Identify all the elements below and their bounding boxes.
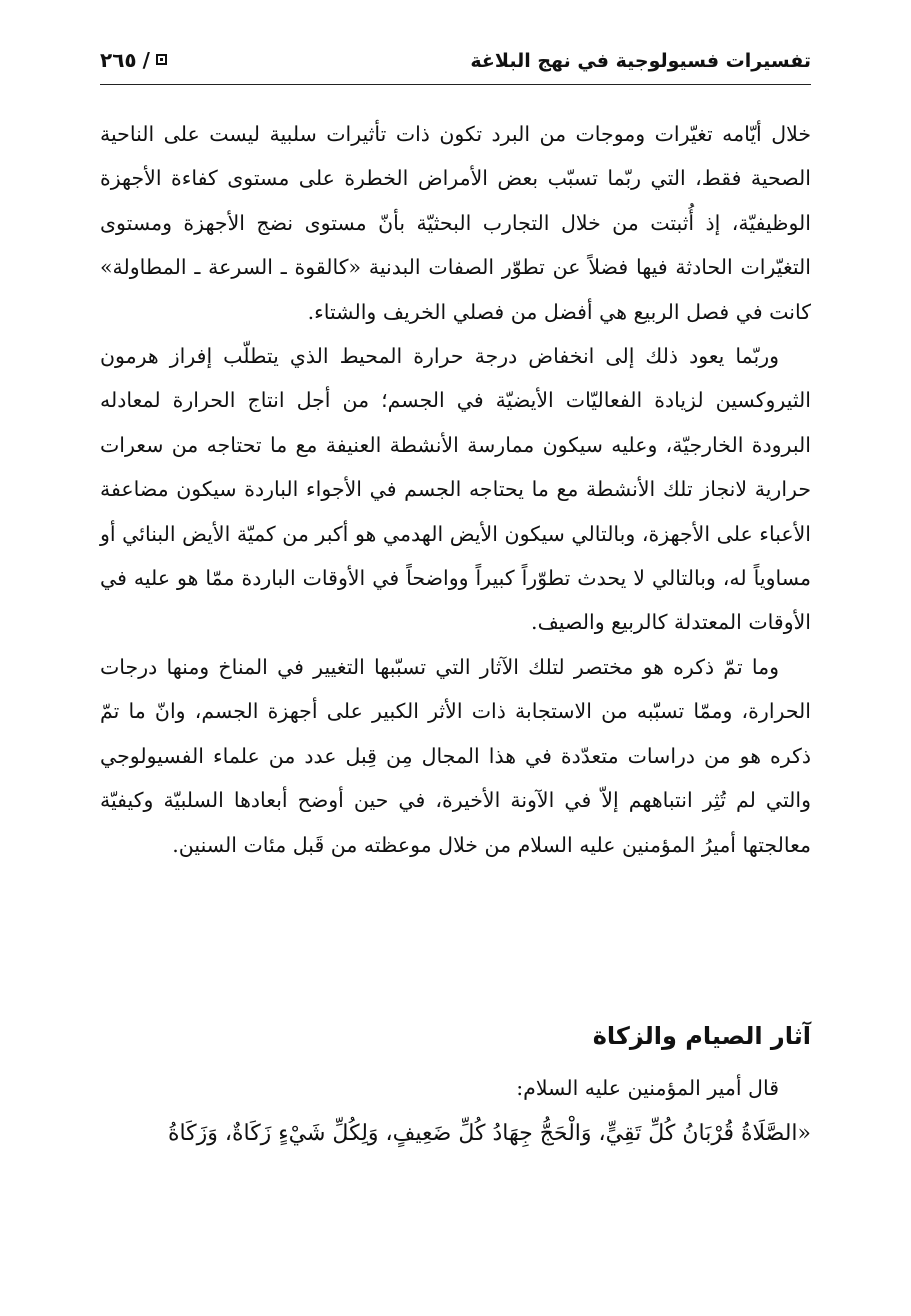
body-text bbox=[100, 112, 811, 867]
section-heading: آثار الصيام والزكاة bbox=[592, 1022, 811, 1050]
paragraph-2: وربّما يعود ذلك إلى انخفاض درجة حرارة المحيط الذي يتطلّب إفراز هرمون الثيروكسين لزيادة الفعاليّات الأيضيّة في الجسم؛ من أجل انتاج الحرارة لمعادله البرودة الخارجيّة، وعليه سيكون ممارسة الأنشطة العنيفة مع ما تحتاجه من سعرات حرارية لانجاز تلك الأنشطة مع ما يحتاجه الجسم في الأجواء الباردة سيكون مضاعفة الأعباء على الأجهزة، وبالتالي سيكون الأيض الهدمي هو أكبر من كميّة الأيض البنائي أو مساوياً له، وبالتالي لا يحدث تطوّراً كبيراً وواضحاً في الأوقات الباردة ممّا هو عليه في الأوقات المعتدلة كالربيع والصيف. bbox=[100, 344, 811, 635]
quote-text: «الصَّلَاةُ قُرْبَانُ كُلِّ تَقِيٍّ، وَالْحَجُّ جِهَادُ كُلِّ ضَعِيفٍ، وَلِكُلِّ شَيْءٍ زَكَاةٌ، وَزَكَاةُ bbox=[167, 1121, 811, 1146]
quote-intro: قال أمير المؤمنين عليه السلام: bbox=[516, 1076, 779, 1100]
running-header bbox=[100, 44, 811, 85]
page-number: ٢٦٥ bbox=[100, 48, 137, 72]
paragraph-1: خلال أيّامه تغيّرات وموجات من البرد تكون ذات تأثيرات سلبية ليست على الناحية الصحية فقط، التي ربّما تسبّب بعض الأمراض الخطرة على مستوى كفاءة الأجهزة الوظيفيّة، إذ أُثبتت من خلال التجارب البحثيّة بأنّ مستوى نضج الأجهزة ومستوى التغيّرات الحادثة فيها فضلاً عن تطوّر الصفات البدنية «كالقوة ـ السرعة ـ المطاولة» كانت في فصل الربيع هي أفضل من فصلي الخريف والشتاء. bbox=[100, 122, 811, 324]
paragraph-3: وما تمّ ذكره هو مختصر لتلك الآثار التي تسبّبها التغيير في المناخ ومنها درجات الحرارة، وممّا تسبّبه من الاستجابة ذات الأثر الكبير على أجهزة الجسم، وانّ ما تمّ ذكره هو من دراسات متعدّدة في هذا المجال مِن قِبل عدد من علماء الفسيولوجي والتي لم تُثِر انتباههم إلاّ في الآونة الأخيرة، في حين أوضح أبعادها السلبيّة وكيفيّة معالجتها أميرُ المؤمنين عليه السلام من خلال موعظته من قَبل مئات السنين. bbox=[100, 654, 811, 857]
page-number-block bbox=[100, 48, 175, 72]
page-number-separator: / bbox=[142, 48, 150, 72]
square-ornament-icon bbox=[156, 54, 167, 65]
running-header-title: تفسيرات فسيولوجية في نهج البلاغة bbox=[470, 50, 811, 72]
